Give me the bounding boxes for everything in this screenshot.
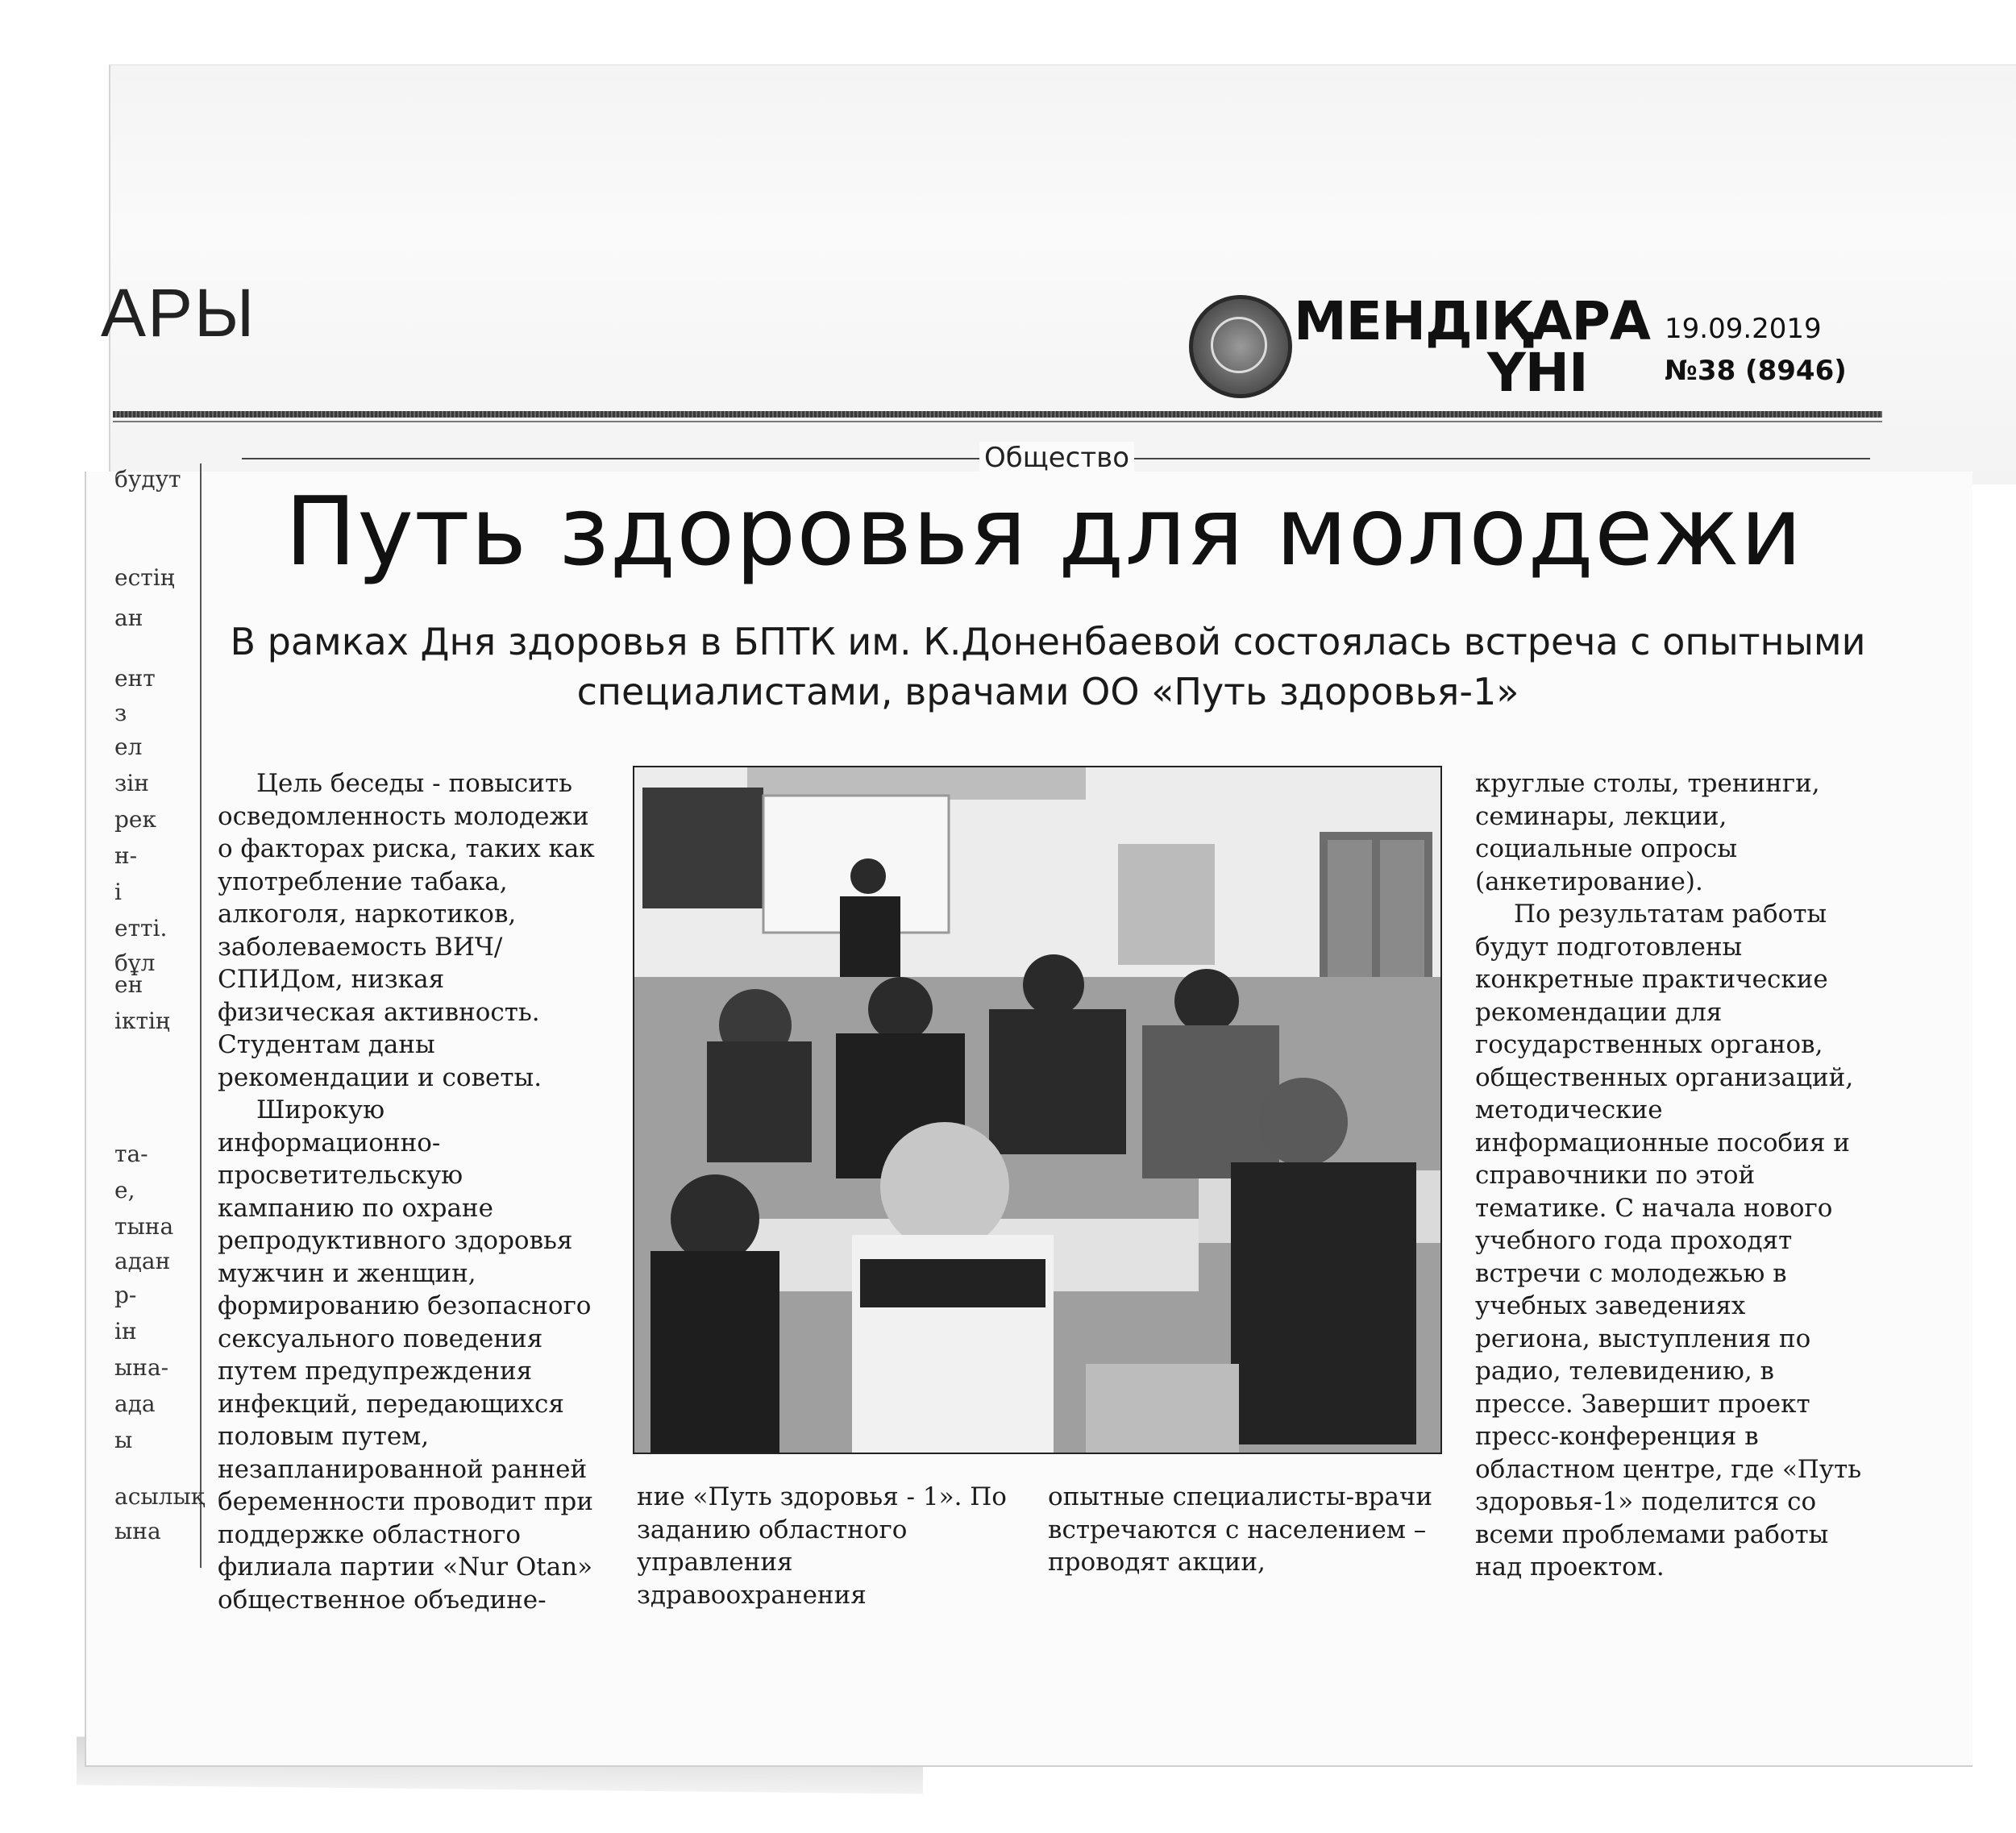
article-column-1 (218, 767, 605, 1616)
bleed-text-fragment: ел (114, 734, 143, 760)
issue-number: №38 (8946) (1665, 355, 1847, 387)
paragraph: Широкую информационно-просветительскую кампанию по охране репродуктивного здоровья мужчин и женщин, формированию безопасного сексуального поведения путем предупреждения инфекций, передающихся половым путем, незапланированной ранней беременности проводит при поддержке областного филиала партии «Nur Otan» общественное объедине- (218, 1095, 593, 1615)
article-column-4 (1475, 767, 1862, 1584)
issue-date: 19.09.2019 (1665, 313, 1822, 345)
article-photo (633, 766, 1442, 1454)
bleed-text-fragment: і (114, 879, 122, 905)
masthead-title-line1: МЕНДІҚАРА (1294, 290, 1651, 352)
bleed-text-fragment: н- (114, 842, 138, 869)
newspaper-seal-logo (1189, 295, 1292, 398)
bleed-text-fragment: тына (114, 1213, 174, 1240)
article-column-3: опытные специалисты-врачи встречаются с населением – проводят акции, (1048, 1482, 1433, 1577)
bleed-text-fragment: етті. (114, 915, 168, 941)
article-headline: Путь здоровья для молодежи (285, 476, 1803, 587)
bleed-text-fragment: р- (114, 1282, 137, 1308)
bleed-text-fragment: будут (114, 466, 181, 493)
bleed-text-fragment: ент (114, 665, 156, 692)
bleed-text-fragment: іктің (114, 1008, 170, 1034)
classroom-photo-illustration (634, 767, 1440, 1453)
bleed-text-fragment: з (114, 700, 127, 726)
article-column-2: ние «Путь здоровья - 1». По заданию областного управления здравоохранения (637, 1482, 1007, 1610)
bleed-text-fragment: ада (114, 1390, 156, 1417)
masthead-rule-thin (113, 421, 1882, 422)
bleed-text-fragment: ін (114, 1318, 137, 1345)
paragraph: По результатам работы будут подготовлены конкретные практические рекомендации для государственных органов, общественных организаций, методические информационные пособия и справочники по этой тематике. С начала нового учебного года проходят встречи с молодежью в учебных заведениях региона, выступления по радио, телевидению, в прессе. Завершит проект пресс-конференция в областном центре, где «Путь здоровья-1» поделится со всеми проблемами работы над проектом. (1475, 900, 1862, 1582)
masthead-title-line2: ҮНІ (1487, 342, 1588, 404)
paragraph: Цель беседы - повысить осведомленность молодежи о факторах риска, таких как употребление табака, алкоголя, наркотиков, заболеваемость ВИЧ/СПИДом, низкая физическая активность. Студентам даны рекомендации и советы. (218, 769, 595, 1092)
section-heading-fragment: АРЫ (101, 275, 256, 351)
bleed-text-fragment: рек (114, 806, 156, 833)
masthead-rule (113, 411, 1882, 418)
bleed-text-fragment: бұл (114, 950, 156, 976)
bleed-text-fragment: ы (114, 1427, 133, 1453)
bleed-text-fragment: адан (114, 1248, 171, 1274)
bleed-text-fragment: асылық (114, 1483, 205, 1510)
rubric-label: Общество (979, 442, 1134, 474)
bleed-text-fragment: ына (114, 1518, 161, 1544)
bleed-text-fragment: естің (114, 564, 175, 591)
paragraph: круглые столы, тренинги, семинары, лекции, социальные опросы (анкетирование). (1475, 769, 1820, 896)
article-subheadline: В рамках Дня здоровья в БПТК им. К.Доненбаевой состоялась встреча с опытными специалистами, врачами ОО «Путь здоровья-1» (230, 620, 1866, 713)
bleed-text-fragment: та- (114, 1141, 148, 1167)
bleed-text-fragment: ен (114, 971, 143, 998)
bleed-text-fragment: зін (114, 770, 149, 796)
bleed-text-fragment: ына- (114, 1354, 169, 1381)
bleed-text-fragment: е, (114, 1177, 135, 1203)
bleed-text-fragment: ан (114, 605, 143, 631)
